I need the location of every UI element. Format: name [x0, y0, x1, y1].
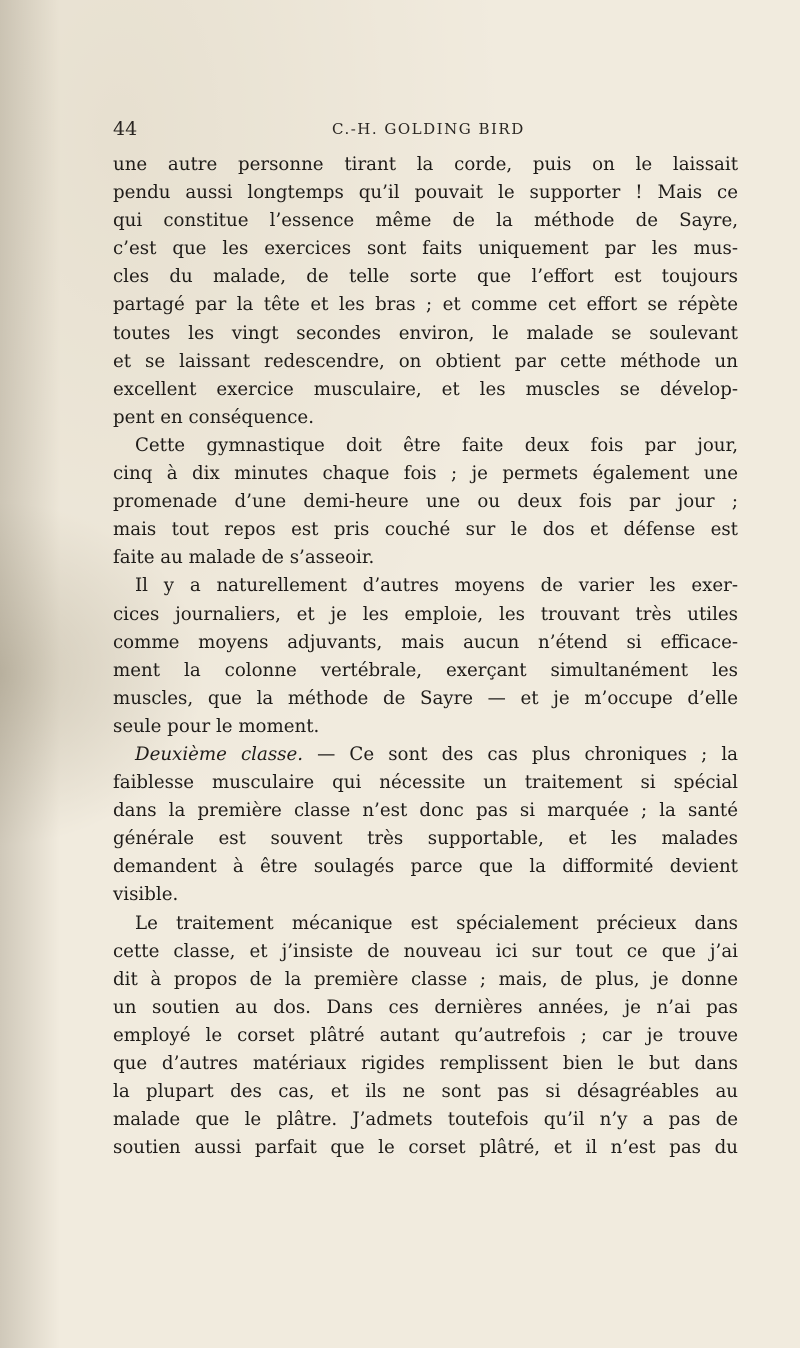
text-line: partagé par la tête et les bras ; et comme cet effort se répète: [113, 294, 738, 316]
text-line: excellent exercice musculaire, et les muscles se dévelop-: [113, 378, 738, 400]
section-heading-italic: Deuxième classe.: [135, 743, 304, 765]
text-line: malade que le plâtre. J’admets toutefois qu’il n’y a pas de: [113, 1109, 738, 1131]
text-line: que d’autres matériaux rigides remplissent bien le but dans: [113, 1053, 738, 1074]
text-line: promenade d’une demi-heure une ou deux fois par jour ;: [113, 491, 738, 513]
text-line: un soutien au dos. Dans ces dernières années, je n’ai pas: [113, 996, 738, 1018]
text-line: faite au malade de s’asseoir.: [113, 547, 375, 569]
text-line: employé le corset plâtré autant qu’autrefois ; car je trouve: [113, 1024, 738, 1046]
text-line: toutes les vingt secondes environ, le malade se soulevant: [113, 322, 738, 344]
text-line: cices journaliers, et je les emploie, les trouvant très utiles: [113, 603, 738, 625]
page-number: 44: [113, 118, 138, 140]
text-line: dans la première classe n’est donc pas si marquée ; la santé: [113, 800, 738, 822]
text-line: Il y a naturellement d’autres moyens de varier les exer-: [135, 575, 738, 597]
text-line: cles du malade, de telle sorte que l’effort est toujours: [113, 266, 738, 288]
text-line: dit à propos de la première classe ; mais, de plus, je donne: [113, 968, 738, 990]
text-line: cinq à dix minutes chaque fois ; je permets également une: [113, 463, 738, 485]
text-line: pent en conséquence.: [113, 406, 314, 428]
text-line: mais tout repos est pris couché sur le dos et défense est: [113, 519, 738, 541]
text-line: ment la colonne vertébrale, exerçant simultanément les: [113, 659, 738, 681]
text-line: une autre personne tirant la corde, puis on le laissait: [113, 154, 738, 175]
body-text: [113, 151, 738, 1162]
text-line-section-heading: [113, 741, 738, 769]
page-header: [113, 118, 738, 142]
text-line: muscles, que la méthode de Sayre — et je m’occupe d’elle: [113, 687, 738, 709]
text-line: la plupart des cas, et ils ne sont pas si désagréables au: [113, 1081, 738, 1103]
text-line: et se laissant redescendre, on obtient par cette méthode un: [113, 350, 738, 372]
text-line: seule pour le moment.: [113, 715, 320, 737]
section-heading-rest: — Ce sont des cas plus chroniques ; la: [303, 743, 738, 765]
text-line: Cette gymnastique doit être faite deux fois par jour,: [135, 434, 738, 456]
text-line: cette classe, et j’insiste de nouveau ici sur tout ce que j’ai: [113, 940, 738, 962]
text-line: c’est que les exercices sont faits uniquement par les mus-: [113, 238, 738, 260]
text-line: soutien aussi parfait que le corset plâtré, et il n’est pas du: [113, 1137, 738, 1159]
text-line: Le traitement mécanique est spécialement précieux dans: [135, 912, 738, 934]
text-line: visible.: [113, 884, 179, 906]
running-head: C.-H. GOLDING BIRD: [332, 120, 525, 138]
page-gutter-shadow: [0, 0, 60, 1348]
text-line: qui constitue l’essence même de la méthode de Sayre,: [113, 210, 738, 232]
text-line: pendu aussi longtemps qu’il pouvait le supporter ! Mais ce: [113, 182, 738, 204]
text-line: comme moyens adjuvants, mais aucun n’étend si efficace-: [113, 631, 738, 653]
text-line: faiblesse musculaire qui nécessite un traitement si spécial: [113, 772, 738, 794]
text-line: générale est souvent très supportable, et les malades: [113, 828, 738, 850]
text-line: demandent à être soulagés parce que la difformité devient: [113, 856, 738, 878]
